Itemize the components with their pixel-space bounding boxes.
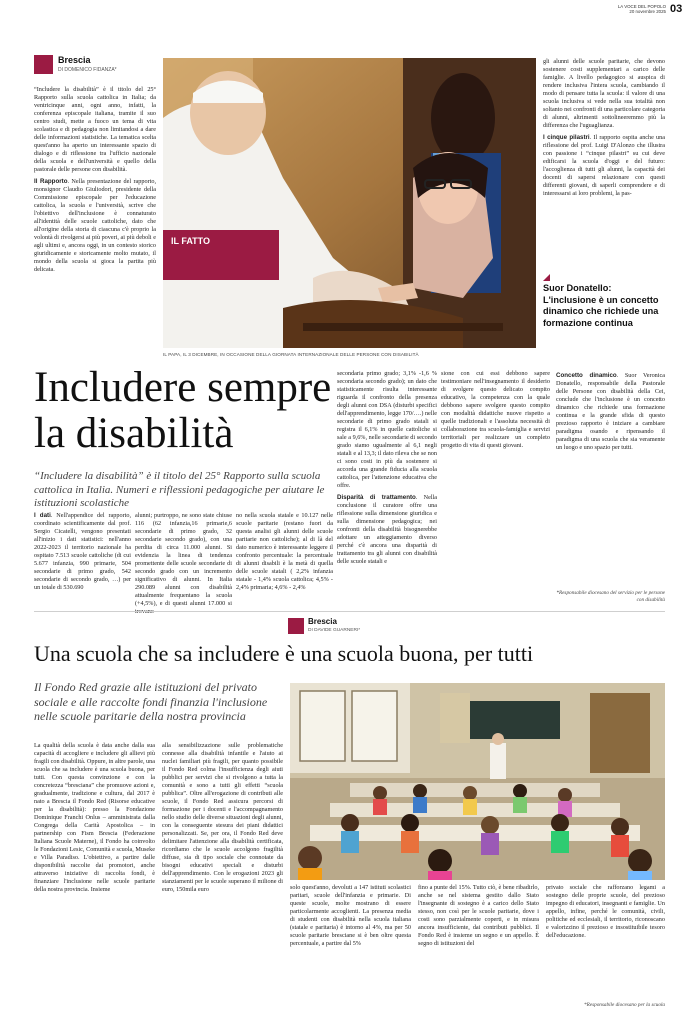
story1-lower-col3 bbox=[236, 512, 333, 592]
subhead-disparita: Disparità di trattamento bbox=[337, 494, 416, 501]
issue-date: 20 novembre 2025 bbox=[629, 9, 666, 14]
intro-paragraph: “Includere la disabilità” è il titolo del 25° Rapporto sulla scuola cattolica in Italia; da ventricinque anni, ogni anno, infatti, la conferenza episcopale italiana, tramite il suo centro studi, mette a fuoco un tema di vita scolastica e di pedagogia non limitandosi a dare delle informazioni statistiche. La tematica scelta quest'anno ha aperto un interessante spazio di dialogo e di riflessione tra l'ufficio nazionale della scuola e dell'università e quello della pastorale delle persone con disabilità. bbox=[34, 86, 156, 173]
byline-2: DI DAVIDE GUARNERI* bbox=[308, 628, 361, 633]
story2-col3-text: solo quest'anno, devoluti a 147 istituti scolastici paritari, scuole dell'infanzia e primarie. Di queste scuole, molte mostrano di essere particolarmente accoglienti. La presenza media di studenti con disabilità nella scuola italiana (statale e paritaria) è intorno al 4%, ma per 50 scuole paritarie bresciane si è ben oltre questa percentuale, a partire dal 5% bbox=[290, 884, 411, 947]
story1-lower-col1 bbox=[34, 512, 131, 592]
il-fatto-label bbox=[163, 230, 279, 280]
lower-col4-text-b: . Nella conclusione il curatore offre una riflessione sulla dimensione giuridica e sulla dimensione pedagogica; nei confronti della disabilità bisognerebbe adottare un atteggiamento diverso perché c'è ancora una disparità di trattamento tra gli alunni con disabilità delle scuole statali e bbox=[337, 494, 438, 565]
story2-col5 bbox=[546, 884, 665, 940]
story2-col2 bbox=[162, 742, 283, 894]
masthead bbox=[600, 4, 666, 14]
subhead-cinque-pilastri: I cinque pilastri bbox=[543, 134, 590, 141]
story1-lower-col2 bbox=[135, 512, 232, 616]
lower-col5-text-b: . Suor Veronica Donatello, responsabile della Pastorale delle Persone con disabilità della Cei, conclude che l'inclusione è un concetto dinamico che richiede una formazione continua e la grande sfida di questo prezioso rapporto è iniziare a cambiare paradigma osando e ripensando il paradigma di una scuola che sia veramente un luogo e uno spazio per tutti. bbox=[556, 372, 665, 451]
classroom-photo-illustration bbox=[290, 683, 665, 880]
story2-subtitle: Il Fondo Red grazie alle istituzioni del privato sociale e alle raccolte fondi finanzia l'inclusione nelle scuole paritarie della nostra provincia bbox=[34, 680, 268, 723]
story2-col1 bbox=[34, 742, 155, 894]
section-marker bbox=[34, 55, 53, 74]
section-marker-2 bbox=[288, 618, 304, 634]
section-label: Brescia bbox=[58, 55, 91, 65]
masthead-name: LA VOCE DEL POPOLO bbox=[617, 4, 666, 9]
headline-subtitle: “Includere la disabilità” è il titolo del 25° Rapporto sulla scuola cattolica in Italia. Numeri e riflessioni pedagogiche per aiutare le istituzioni scolastiche bbox=[34, 470, 325, 509]
subhead-rapporto: Il Rapporto bbox=[34, 178, 68, 185]
story2-col3 bbox=[290, 884, 411, 948]
story1-lower-col4 bbox=[337, 370, 437, 566]
story2-col4 bbox=[418, 884, 539, 948]
subhead-dati: I dati bbox=[34, 512, 51, 519]
story2-headline: Una scuola che sa includere è una scuola buona, per tutti bbox=[34, 641, 534, 666]
story2-col5-text: privato sociale che rafforzano legami a sostegno delle proprie scuole, del prezioso impegno di educatori, insegnanti e famiglie. Un appello, infine, perché le comunità, civili, politiche ed ecclesiali, il territorio, riconoscano e valorizzino il prezioso e insostituibile tesoro dell'educazione. bbox=[546, 884, 665, 939]
story2-footnote: *Responsabile diocesano per la scuola bbox=[584, 1002, 665, 1008]
right-col-text2: . Il rapporto ospita anche una riflessione del prof. Luigi D'Alonzo che illustra con passione i “cinque pilastri” su cui deve edificarsi la scuola d'oggi e del futuro: l'accoglienza di tutti gli alunni, la capacità dei docenti di sapersi relazionare con questi differenti giovani, di saperli comprendere e di interessarsi ai loro problemi, la pas- bbox=[543, 134, 665, 197]
section-label-2: Brescia bbox=[308, 617, 337, 626]
story2-col4-text: fino a punte del 15%. Tutto ciò, è bene ribadirlo, anche se nel sistema gestito dallo Stato l'insegnante di sostegno è a carico dello Stato stesso, non così per le scuole paritarie, dove i costi sono parzialmente coperti, e in misura ancora insufficiente, dai contributi pubblici. Il Fondo Red è insieme un segno e un appello. È segno di istituzioni del bbox=[418, 884, 539, 947]
subhead-concetto: Concetto dinamico bbox=[556, 372, 617, 379]
story1-footnote: *Responsabile diocesano del servizio per le persone con disabilità bbox=[556, 590, 665, 603]
story1-col1 bbox=[34, 86, 156, 274]
classroom-photo bbox=[290, 683, 665, 880]
story2-col1-text: La qualità della scuola è data anche dalla sua capacità di accogliere e includere gli allievi più fragili con disabilità. Oppure, in altre parole, una scuola che sa includere è una scuola buona, per tutti. Con questa convinzione e con la concretezza “bresciana” che promuove azioni e, gradualmente, tradizione e cultura, dal 2017 è nato a Brescia il Fondo Red (Risorse educative per la disabilità): presso la Fondazione Dominique Franchi Onlus – amministrata dalla Congrega della Carità Apostolica – in partnership con Fism Brescia (Federazione Italiana Scuole Materne), il Fondo ha coinvolto le Fondazioni Lesic, Comunità e scuola, Museke e Villa Paradiso. L'obiettivo, a partire dalle disponibilità raccolte dai promotori, anche attraverso iniziative di raccolta fondi, è finanziare l'inclusione nelle scuole paritarie della nostra provincia. Insieme bbox=[34, 742, 155, 893]
story2-col2-text: alla sensibilizzazione sulle problematiche connesse alla disabilità infantile e l'aiuto ai nuclei familiari più fragili, per quanto possibile il Fondo Red colma l'insufficienza degli aiuti pubblici per servizi che si rivolgono a tutta la comunità e sono a tutti gli effetti “scuola pubblica”. Oltre all'erogazione di contributi alle scuole, il Fondo Red assicura percorsi di formazione per i docenti e l'accompagnamento nello studio delle diverse situazioni degli alunni, con la conseguente stesura dei piani didattici personalizzati. Se, per ora, il Fondo Red deve delimitare l'attenzione alla disabilità certificata, ricordiamo che le scuole accolgono fragilità diffuse, sia di tipo sociale che connotate da bisogni educativi speciali e disturbi dell'apprendimento. Con le erogazioni 2023 gli stanziamenti per le scuole superano il milione di euro, 150mila euro bbox=[162, 742, 283, 893]
story1-right-col bbox=[543, 58, 665, 198]
headline-line2: la disabilità bbox=[34, 410, 234, 457]
il-fatto-text: IL FATTO bbox=[171, 236, 211, 246]
lower-col1-text: . Nell'appendice del rapporto, coordinato scientificamente dal prof. Sergio Cicatelli, vengono presentati all'inizio i dati statistici: nell'anno 2022-2023 il territorio nazionale ha ospitato 7.513 scuole cattoliche (di cui 5.677 infanzia, 990 primarie, 504 secondarie di primo grado, 542 secondarie di secondo grado, …) per un totale di 530.690 bbox=[34, 512, 131, 591]
headline-line1: Includere sempre bbox=[34, 364, 332, 411]
photo-caption: IL PAPA, IL 3 DICEMBRE, IN OCCASIONE DELLA GIORNATA INTERNAZIONALE DELLE PERSONE CON DISABILITÀ bbox=[163, 352, 419, 357]
byline: DI DOMENICO FIDANZA* bbox=[58, 67, 117, 73]
page-number: 03 bbox=[670, 3, 683, 15]
lower-col5-text-a: sione con cui essi debbono sapere testimoniare nell'insegnamento il desiderio di svolgere questo delicato compito educativo, la competenza con la quale debbono sapere svolgere questo compito con modalità didattiche nuove rispetto a quelle tradizionali e l'assoluta necessità di collaborazione tra scuola-famiglia e servizi territoriali per realizzare un completo progetto di vita di questi giovani. bbox=[441, 370, 550, 449]
rapporto-paragraph: . Nella presentazione del rapporto, monsignor Claudio Giuliodori, presidente della Commissione episcopale per l'educazione cattolica, la scuola e l'università, scrive che l'obiettivo dell'inclusione è connaturato all'identità delle scuole cattoliche, dato che all'origine della storia di ciascuna c'è proprio la volontà di rivolgersi ai più poveri, ai più deboli e agli ultimi e, ancora oggi, in un contesto storico giuridicamente e storicamente molto mutato, il mondo della scuola si gioca la partita più delicata. bbox=[34, 178, 156, 273]
story-divider bbox=[34, 611, 665, 612]
right-col-text1: gli alunni delle scuole paritarie, che devono sostenere costi supplementari a carico delle famiglie. A livello pedagogico si auspica di rendere inclusiva l'intera scuola, cambiando il modo di pensare tutta la scuola: il valore di una scuola inclusiva si vede nella sua totalità non soltanto nei confronti di una particolare categoria di alunni, altrimenti sottolineeremmo più la differenza che l'uguaglianza. bbox=[543, 58, 665, 129]
story1-lower-col5 bbox=[441, 370, 665, 452]
lower-col3-text: no nella scuola statale e 10.127 nelle scuole paritarie (restano fuori da questa analisi gli alunni delle scuole paritarie non cattoliche); al di là del dato numerico è interessante leggere il confronto percentuale: la percentuale di alunni disabili è la metà di quella delle scuole statali ( 2,2% infanzia statale - 1,4% scuola cattolica; 4,5% - 2,4% primaria; 4,6% - 2,4% bbox=[236, 512, 333, 591]
pope-photo bbox=[163, 58, 536, 348]
lower-col2-text: alunni; purtroppo, ne sono state chiuse 116 (62 infanzia,16 primarie,6 secondarie di primo grado, 32 secondarie secondo grado), con una perdita di circa 11.000 alunni. Si evidenzia la linea di tendenza promettente delle scuole secondarie di secondo grado con un incremento significativo di alunni. In Italia 290.089 alunni con disabilità attualmente frequentano la scuola (+4,5%), e di questi alunni 17.000 si bbox=[135, 512, 232, 607]
lower-col4-text-a: secondaria primo grado; 3,1% -1,6 % secondaria secondo grado); un dato che statisticamente risulta interessante riguarda il confronto della presenza degli alunni con DSA (disturbi specifici dell'apprendimento, legge 170/….) nelle secondarie di primo grado statali si registra il 6,1% in quelle cattoliche si sale a 9,6%, nelle secondarie di secondo grado siamo ugualmente al 6,1 negli statali e al 13,3; il dato rileva che se non ci sono costi in più da sostenere si accorda una grande fiducia alla scuola cattolica, per l'attenzione educativa che offre. bbox=[337, 370, 437, 489]
pope-photo-illustration bbox=[163, 58, 536, 348]
pullquote: Suor Donatello: L'inclusione è un concetto dinamico che richiede una formazione continua bbox=[543, 283, 659, 328]
